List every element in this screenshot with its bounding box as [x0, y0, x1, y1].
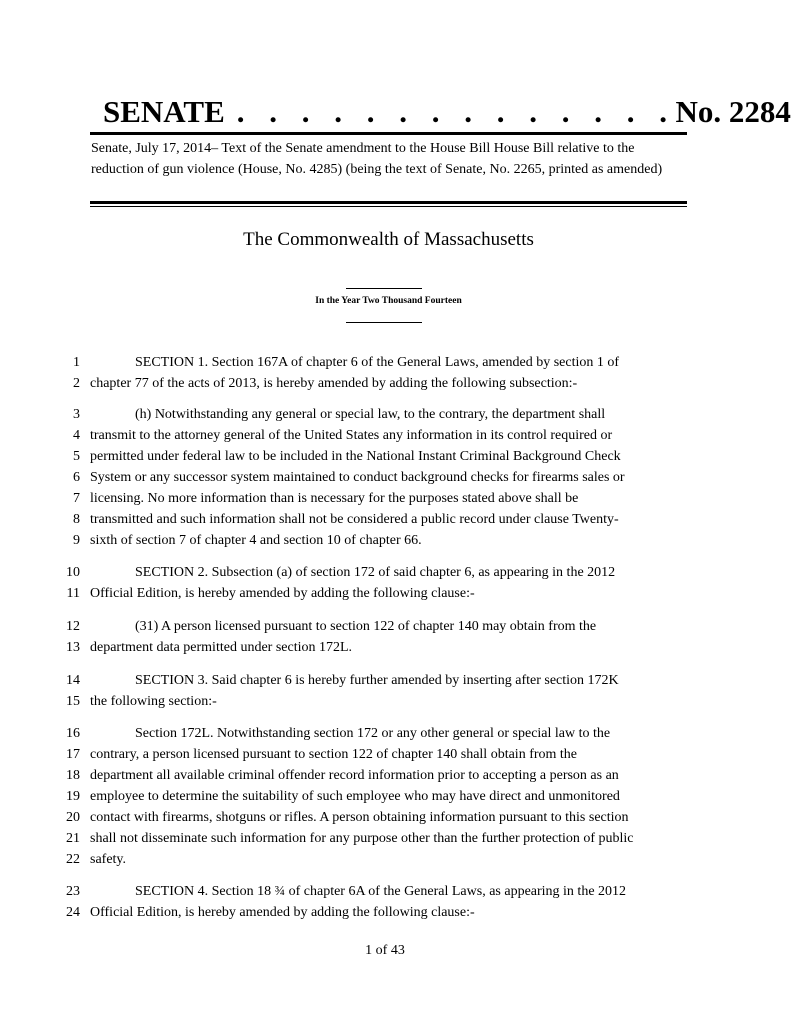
- line-text: Official Edition, is hereby amended by adding the following clause:-: [90, 586, 475, 601]
- line-text: department data permitted under section 172L.: [90, 640, 353, 655]
- chamber-title: SENATE: [103, 94, 225, 129]
- line-number: 17: [66, 747, 80, 762]
- line-number: 9: [73, 533, 80, 548]
- line-text: safety.: [90, 852, 127, 867]
- line-text: SECTION 2. Subsection (a) of section 172 of said chapter 6, as appearing in the 2012: [135, 565, 616, 580]
- bill-header: [103, 94, 791, 134]
- summary-rule-thick: [90, 201, 687, 204]
- line-number: 12: [66, 619, 80, 634]
- line-number: 19: [66, 789, 80, 804]
- line-text: contrary, a person licensed pursuant to section 122 of chapter 140 shall obtain from the: [90, 747, 578, 762]
- line-number: 4: [73, 428, 80, 443]
- summary-rule-thin: [90, 206, 687, 207]
- line-text: transmitted and such information shall not be considered a public record under clause Twenty-: [90, 512, 619, 527]
- line-number: 11: [66, 586, 80, 601]
- line-text: Official Edition, is hereby amended by adding the following clause:-: [90, 905, 475, 920]
- line-number: 2: [73, 376, 80, 391]
- divider-top: [346, 288, 422, 289]
- line-number: 23: [66, 884, 80, 899]
- line-number: 15: [66, 694, 80, 709]
- line-number: 22: [66, 852, 80, 867]
- year-line: In the Year Two Thousand Fourteen: [315, 296, 462, 306]
- line-text: licensing. No more information than is necessary for the purposes stated above shall be: [90, 491, 579, 506]
- leader-dots: . . . . . . . . . . . . . .: [236, 94, 676, 129]
- line-number: 3: [73, 407, 80, 422]
- divider-bottom: [346, 322, 422, 323]
- line-text: contact with firearms, shotguns or rifles. A person obtaining information pursuant to this section: [90, 810, 629, 825]
- line-number: 10: [66, 565, 80, 580]
- page-number: 1 of 43: [365, 943, 405, 958]
- line-number: 5: [73, 449, 80, 464]
- line-number: 7: [73, 491, 80, 506]
- line-text: the following section:-: [90, 694, 217, 709]
- line-text: System or any successor system maintained to conduct background checks for firearms sales or: [90, 470, 625, 485]
- line-text: department all available criminal offender record information prior to accepting a person as an: [90, 768, 619, 783]
- line-text: SECTION 1. Section 167A of chapter 6 of the General Laws, amended by section 1 of: [135, 355, 620, 370]
- line-text: chapter 77 of the acts of 2013, is hereby amended by adding the following subsection:-: [90, 376, 578, 391]
- line-number: 21: [66, 831, 80, 846]
- line-text: permitted under federal law to be included in the National Instant Criminal Background Check: [90, 449, 621, 464]
- line-text: shall not disseminate such information for any purpose other than the further protection of public: [90, 831, 634, 846]
- line-number: 16: [66, 726, 80, 741]
- line-text: SECTION 3. Said chapter 6 is hereby further amended by inserting after section 172K: [135, 673, 619, 688]
- line-number: 8: [73, 512, 80, 527]
- line-text: (h) Notwithstanding any general or special law, to the contrary, the department shall: [135, 407, 606, 422]
- line-number: 13: [66, 640, 80, 655]
- line-text: employee to determine the suitability of such employee who may have direct and unmonitored: [90, 789, 620, 804]
- line-text: SECTION 4. Section 18 ¾ of chapter 6A of the General Laws, as appearing in the 2012: [135, 884, 627, 899]
- line-text: (31) A person licensed pursuant to section 122 of chapter 140 may obtain from the: [135, 619, 597, 634]
- commonwealth-title: The Commonwealth of Massachusetts: [243, 229, 534, 250]
- line-number: 14: [66, 673, 80, 688]
- bill-summary: Senate, July 17, 2014– Text of the Senate amendment to the House Bill House Bill relative to the reduction of gun violence (House, No. 4285) (being the text of Senate, No. 2265, printed as amended): [91, 141, 663, 177]
- line-number: 20: [66, 810, 80, 825]
- bill-number: No. 2284: [675, 94, 791, 129]
- header-rule: [90, 132, 687, 135]
- line-number: 6: [73, 470, 80, 485]
- line-number: 24: [66, 905, 80, 920]
- line-text: sixth of section 7 of chapter 4 and section 10 of chapter 66.: [90, 533, 422, 548]
- line-text: Section 172L. Notwithstanding section 172 or any other general or special law to the: [135, 726, 611, 741]
- line-number: 18: [66, 768, 80, 783]
- line-text: transmit to the attorney general of the United States any information in its control required or: [90, 428, 613, 443]
- line-number: 1: [73, 355, 80, 370]
